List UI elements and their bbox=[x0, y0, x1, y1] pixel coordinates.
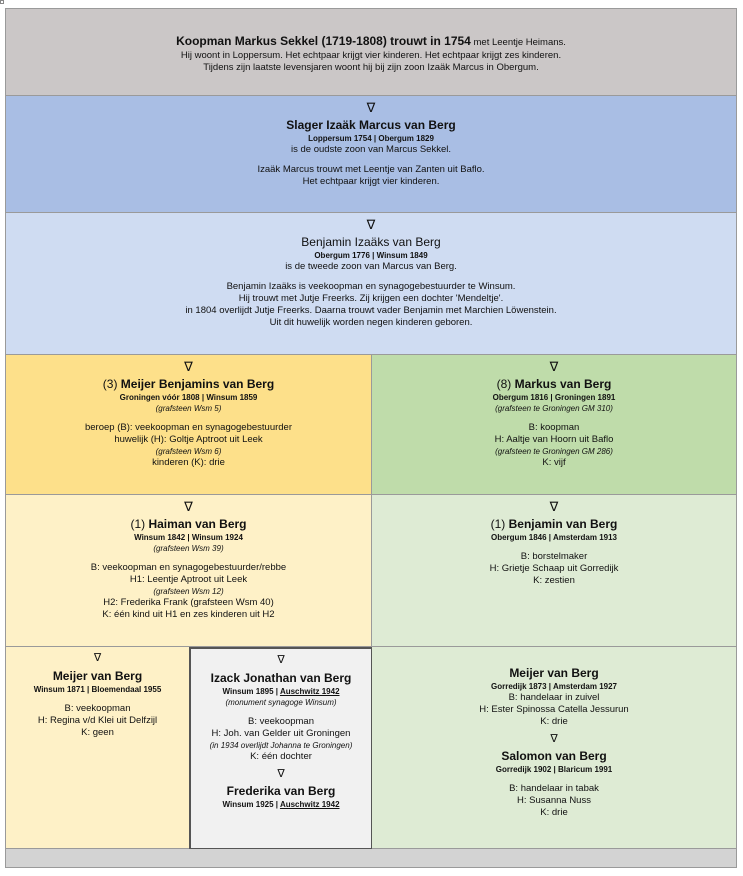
generation-3-right bbox=[372, 355, 736, 495]
person-line-1: B: handelaar in zuivel bbox=[508, 692, 600, 703]
triangle-icon: ∇ bbox=[184, 499, 193, 514]
person-line-2: Benjamin Izaäks is veekoopman en synagogebestuurder te Winsum. bbox=[226, 281, 516, 292]
person-number: (1) bbox=[130, 517, 149, 531]
generation-5-left-b bbox=[189, 647, 373, 850]
person-name: Slager Izaäk Marcus van Berg bbox=[286, 118, 456, 132]
person-dates: Gorredijk 1873 | Amsterdam 1927 bbox=[490, 682, 617, 691]
child-name: Frederika van Berg bbox=[226, 784, 336, 798]
person-line-5: Uit dit huwelijk worden negen kinderen geboren. bbox=[269, 317, 473, 328]
grave-note: (grafsteen Wsm 5) bbox=[155, 404, 222, 413]
grave-note: (grafsteen Wsm 39) bbox=[153, 544, 224, 553]
triangle-icon: ∇ bbox=[277, 768, 285, 780]
person-line-2: H: Ester Spinossa Catella Jessurun bbox=[479, 704, 629, 715]
person-dates: Obergum 1816 | Groningen 1891 bbox=[492, 393, 616, 402]
person-dates: Winsum 1842 | Winsum 1924 bbox=[134, 533, 243, 542]
person-birth: Winsum 1895 | bbox=[222, 687, 280, 696]
person-line-2: H: Grietje Schaap uit Gorredijk bbox=[489, 563, 619, 574]
person-line-1: B: koopman bbox=[528, 422, 580, 433]
person-name: Meijer van Berg bbox=[52, 669, 143, 683]
child-line-1: B: handelaar in tabak bbox=[509, 783, 599, 794]
person-name: Haiman van Berg bbox=[148, 517, 247, 531]
person-death: Auschwitz 1942 bbox=[279, 687, 340, 696]
person-name: Markus van Berg bbox=[514, 377, 612, 391]
person-name: Benjamin Izaäks van Berg bbox=[301, 235, 441, 249]
person-line-3: Het echtpaar krijgt vier kinderen. bbox=[302, 176, 440, 187]
person-line-2: H: Aaltje van Hoorn uit Baflo bbox=[494, 434, 614, 445]
grave-note: (grafsteen Wsm 6) bbox=[155, 447, 222, 456]
person-line-2: huwelijk (H): Goltje Aptroot uit Leek bbox=[114, 434, 263, 445]
person-number: (8) bbox=[496, 377, 515, 391]
person-line-1: beroep (B): veekoopman en synagogebestuurder bbox=[84, 422, 293, 433]
triangle-icon: ∇ bbox=[366, 100, 376, 115]
person-line-2: Izaäk Marcus trouwt met Leentje van Zanten uit Baflo. bbox=[257, 164, 485, 175]
header-section bbox=[6, 9, 736, 96]
header-title-rest: met Leentje Heimans. bbox=[470, 37, 566, 48]
generation-2-section bbox=[6, 213, 736, 355]
person-line-3: H2: Frederika Frank (grafsteen Wsm 40) bbox=[103, 597, 274, 608]
triangle-icon: ∇ bbox=[550, 733, 558, 745]
child-birth: Winsum 1925 | bbox=[222, 800, 280, 809]
person-line-1: B: veekoopman bbox=[64, 703, 131, 714]
person-name: Benjamin van Berg bbox=[508, 517, 618, 531]
person-dates: Obergum 1846 | Amsterdam 1913 bbox=[491, 533, 617, 542]
person-line-3: kinderen (K): drie bbox=[152, 457, 225, 468]
person-line-3: Hij trouwt met Jutje Freerks. Zij krijgen een dochter 'Mendeltje'. bbox=[238, 293, 504, 304]
person-number: (1) bbox=[490, 517, 509, 531]
triangle-icon: ∇ bbox=[277, 654, 285, 666]
triangle-icon: ∇ bbox=[549, 499, 559, 514]
person-dates: Obergum 1776 | Winsum 1849 bbox=[314, 251, 428, 260]
person-name: Izack Jonathan van Berg bbox=[210, 671, 352, 685]
person-dates: Loppersum 1754 | Obergum 1829 bbox=[308, 134, 434, 143]
child-line-2: H: Susanna Nuss bbox=[517, 795, 591, 806]
person-dates: Groningen vóór 1808 | Winsum 1859 bbox=[119, 393, 258, 402]
triangle-icon: ∇ bbox=[366, 217, 376, 232]
person-note-2: (in 1934 overlijdt Johanna te Groningen) bbox=[209, 741, 353, 750]
header-line-2: Hij woont in Loppersum. Het echtpaar krijgt vier kinderen. Het echtpaar krijgt zes kinderen. bbox=[180, 50, 562, 61]
generation-3-left bbox=[6, 355, 372, 495]
person-dates: Winsum 1871 | Bloemendaal 1955 bbox=[33, 685, 162, 694]
person-line-1: is de oudste zoon van Marcus Sekkel. bbox=[290, 144, 451, 155]
generation-5-right bbox=[372, 647, 736, 849]
generation-4-right bbox=[372, 495, 736, 647]
monument-note: (monument synagoge Winsum) bbox=[225, 698, 337, 707]
person-line-2: H: Regina v/d Klei uit Delfzijl bbox=[37, 715, 158, 726]
person-name: Meijer Benjamins van Berg bbox=[120, 377, 275, 391]
grave-note: (grafsteen te Groningen GM 286) bbox=[495, 447, 613, 456]
person-number: (3) bbox=[102, 377, 121, 391]
child-name: Salomon van Berg bbox=[501, 749, 607, 763]
generation-4-left bbox=[6, 495, 372, 647]
person-line-4: K: één kind uit H1 en zes kinderen uit H2 bbox=[102, 609, 275, 620]
family-tree-table bbox=[5, 8, 737, 868]
person-line-4: in 1804 overlijdt Jutje Freerks. Daarna trouwt vader Benjamin met Marchien Löwenstein. bbox=[185, 305, 557, 316]
grave-note: (grafsteen Wsm 12) bbox=[153, 587, 224, 596]
person-line-3: K: drie bbox=[540, 716, 568, 727]
triangle-icon: ∇ bbox=[184, 359, 193, 374]
person-line-3: K: geen bbox=[81, 727, 114, 738]
person-name: Meijer van Berg bbox=[509, 666, 599, 680]
person-line-1: B: veekoopman bbox=[247, 716, 314, 727]
person-line-2: H: Joh. van Gelder uit Groningen bbox=[211, 728, 351, 739]
header-title: Koopman Markus Sekkel (1719-1808) trouwt in 1754 bbox=[176, 34, 471, 48]
grave-note: (grafsteen te Groningen GM 310) bbox=[495, 404, 613, 413]
person-line-1: is de tweede zoon van Marcus van Berg. bbox=[285, 261, 457, 272]
child-death: Auschwitz 1942 bbox=[279, 800, 340, 809]
header-line-3: Tijdens zijn laatste levensjaren woont hij bij zijn zoon Izaäk Marcus in Obergum. bbox=[203, 62, 539, 73]
person-line-3: K: vijf bbox=[542, 457, 566, 468]
person-line-3: K: één dochter bbox=[250, 751, 312, 762]
generation-5-left-a bbox=[6, 647, 189, 849]
generation-1-section bbox=[6, 96, 736, 213]
person-line-2: H1: Leentje Aptroot uit Leek bbox=[129, 574, 248, 585]
footer-bar bbox=[6, 849, 736, 867]
child-dates: Gorredijk 1902 | Blaricum 1991 bbox=[495, 765, 613, 774]
person-line-1: B: veekoopman en synagogebestuurder/rebbe bbox=[90, 562, 287, 573]
child-line-3: K: drie bbox=[540, 807, 568, 818]
corner-marker bbox=[0, 0, 4, 4]
person-line-1: B: borstelmaker bbox=[520, 551, 588, 562]
triangle-icon: ∇ bbox=[549, 359, 559, 374]
triangle-icon: ∇ bbox=[93, 652, 102, 664]
person-line-3: K: zestien bbox=[533, 575, 575, 586]
